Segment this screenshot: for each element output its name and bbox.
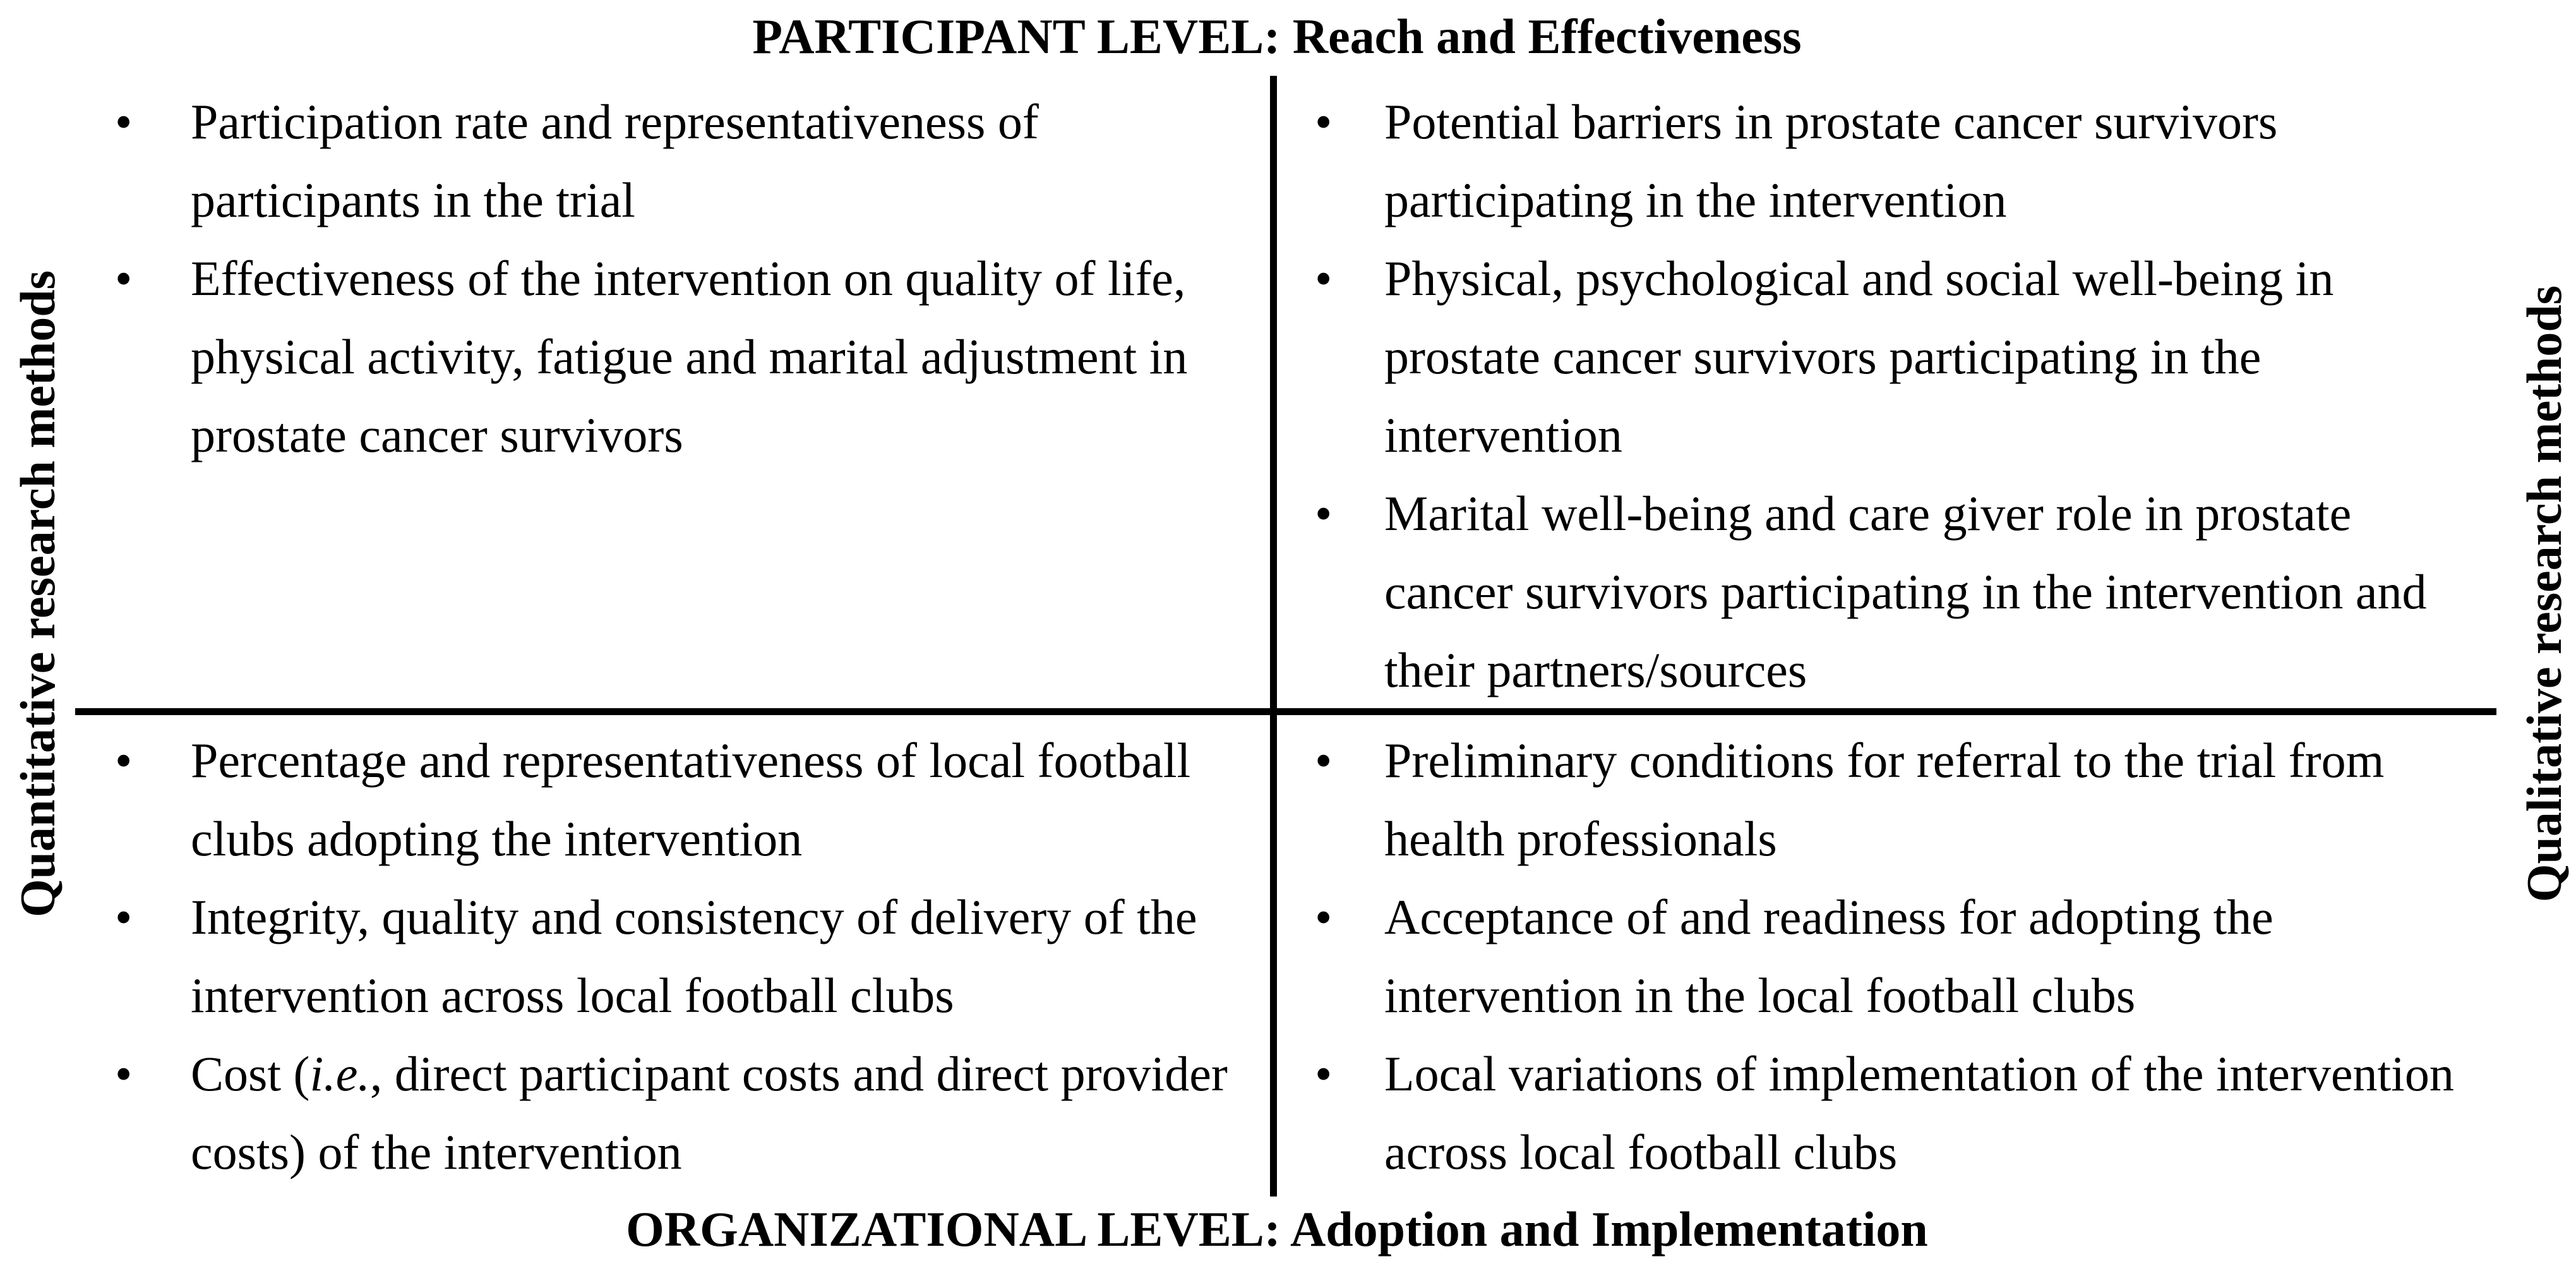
list-item	[1315, 1035, 2483, 1191]
cost-rest: direct participant costs and direct provider costs) of the intervention	[191, 1046, 1228, 1179]
list-item-text	[191, 1035, 1264, 1191]
quantitative-methods-label: Quantitative research methods	[10, 270, 65, 918]
bullet-icon: •	[1315, 889, 1333, 944]
bullet-icon: •	[1315, 94, 1333, 149]
quadrant-participant-qualitative	[1315, 83, 2483, 709]
bullet-icon: •	[1315, 1046, 1333, 1101]
list-item	[1315, 878, 2483, 1035]
bullet-icon: •	[1315, 251, 1333, 306]
bullet-icon: •	[115, 94, 133, 149]
list-item-text: Acceptance of and readiness for adopting the intervention in the local football clubs	[1384, 889, 2273, 1023]
qualitative-methods-label: Qualitative research methods	[2517, 285, 2572, 903]
bullet-icon: •	[1315, 486, 1333, 541]
list-item	[115, 878, 1264, 1035]
bullet-icon: •	[115, 889, 133, 944]
bullet-icon: •	[115, 1046, 133, 1101]
bullet-icon: •	[1315, 733, 1333, 788]
cost-prefix: Cost (	[191, 1046, 310, 1101]
list-item	[115, 83, 1264, 239]
quadrant-participant-quantitative	[115, 83, 1264, 474]
bullet-icon: •	[115, 733, 133, 788]
list-item-text: Integrity, quality and consistency of delivery of the intervention across local football clubs	[191, 889, 1197, 1023]
list-item-text: Local variations of implementation of the intervention across local football clubs	[1384, 1046, 2454, 1179]
list-item	[1315, 83, 2483, 239]
list-item-text: Participation rate and representativeness of participants in the trial	[191, 94, 1039, 227]
list-item	[115, 721, 1264, 878]
vertical-divider	[1270, 76, 1277, 1197]
list-item-text: Potential barriers in prostate cancer survivors participating in the intervention	[1384, 94, 2278, 227]
cost-comma: ,	[369, 1046, 395, 1101]
list-item-text: Physical, psychological and social well-being in prostate cancer survivors participating in the intervention	[1384, 251, 2334, 462]
list-item	[115, 239, 1264, 474]
list-item-text: Marital well-being and care giver role in prostate cancer survivors participating in the intervention and their partners/sources	[1384, 486, 2427, 697]
list-item-text: Preliminary conditions for referral to the trial from health professionals	[1384, 733, 2385, 866]
quadrant-organizational-qualitative	[1315, 721, 2483, 1191]
cost-ie: i.e.	[309, 1046, 370, 1101]
quadrant-organizational-quantitative	[115, 721, 1264, 1191]
list-item	[1315, 474, 2483, 709]
participant-level-title: PARTICIPANT LEVEL: Reach and Effectiveness	[752, 9, 1802, 64]
list-item	[1315, 239, 2483, 474]
list-item-text: Percentage and representativeness of local football clubs adopting the intervention	[191, 733, 1191, 866]
bullet-icon: •	[115, 251, 133, 306]
list-item	[115, 1035, 1264, 1191]
list-item	[1315, 721, 2483, 878]
organizational-level-title: ORGANIZATIONAL LEVEL: Adoption and Implementation	[626, 1202, 1928, 1257]
list-item-text: Effectiveness of the intervention on quality of life, physical activity, fatigue and marital adjustment in prostate cancer survivors	[191, 251, 1188, 462]
